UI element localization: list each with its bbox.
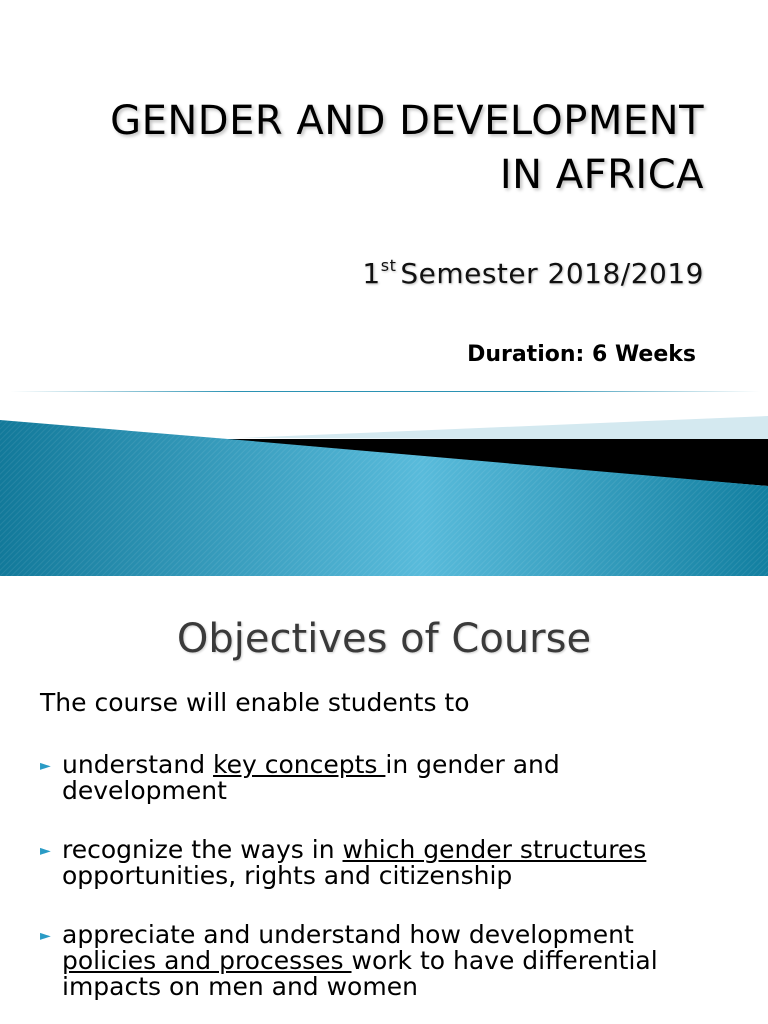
triangle-bullet-icon: ► <box>40 758 51 774</box>
intro-text: The course will enable students to <box>40 688 470 717</box>
semester-ordinal: st <box>380 256 397 275</box>
bullet-text: opportunities, rights and citizenship <box>62 861 513 890</box>
bullet-text: work to have differential impacts on men and women <box>62 946 658 1001</box>
triangle-bullet-icon: ► <box>40 843 51 859</box>
slide-title <box>110 94 704 202</box>
bullet-item <box>40 835 722 890</box>
triangle-bullet-icon: ► <box>40 928 51 944</box>
bullet-underlined-text: policies and processes <box>62 946 352 975</box>
bullet-item <box>40 920 722 1001</box>
band-light-stripe <box>240 416 768 440</box>
bullet-text: recognize the ways in <box>62 835 343 864</box>
objectives-title: Objectives of Course <box>176 616 592 662</box>
bullet-underlined-text: key concepts <box>213 750 386 779</box>
semester-text: Semester 2018/2019 <box>400 257 704 290</box>
bullet-text: understand <box>62 750 214 779</box>
decorative-band <box>0 400 768 576</box>
semester-subtitle <box>362 256 704 290</box>
bullet-text: in gender and development <box>62 750 560 805</box>
divider-line <box>10 391 760 392</box>
objectives-slide <box>0 576 768 1024</box>
semester-number: 1 <box>362 257 381 290</box>
bullet-item <box>40 750 722 805</box>
title-line-1: GENDER AND DEVELOPMENT <box>110 98 704 144</box>
duration-label: Duration: 6 Weeks <box>467 342 696 367</box>
bullet-text: appreciate and understand how development <box>62 920 634 949</box>
title-line-2: IN AFRICA <box>499 152 704 198</box>
bullet-underlined-text: which gender structures <box>342 835 647 864</box>
